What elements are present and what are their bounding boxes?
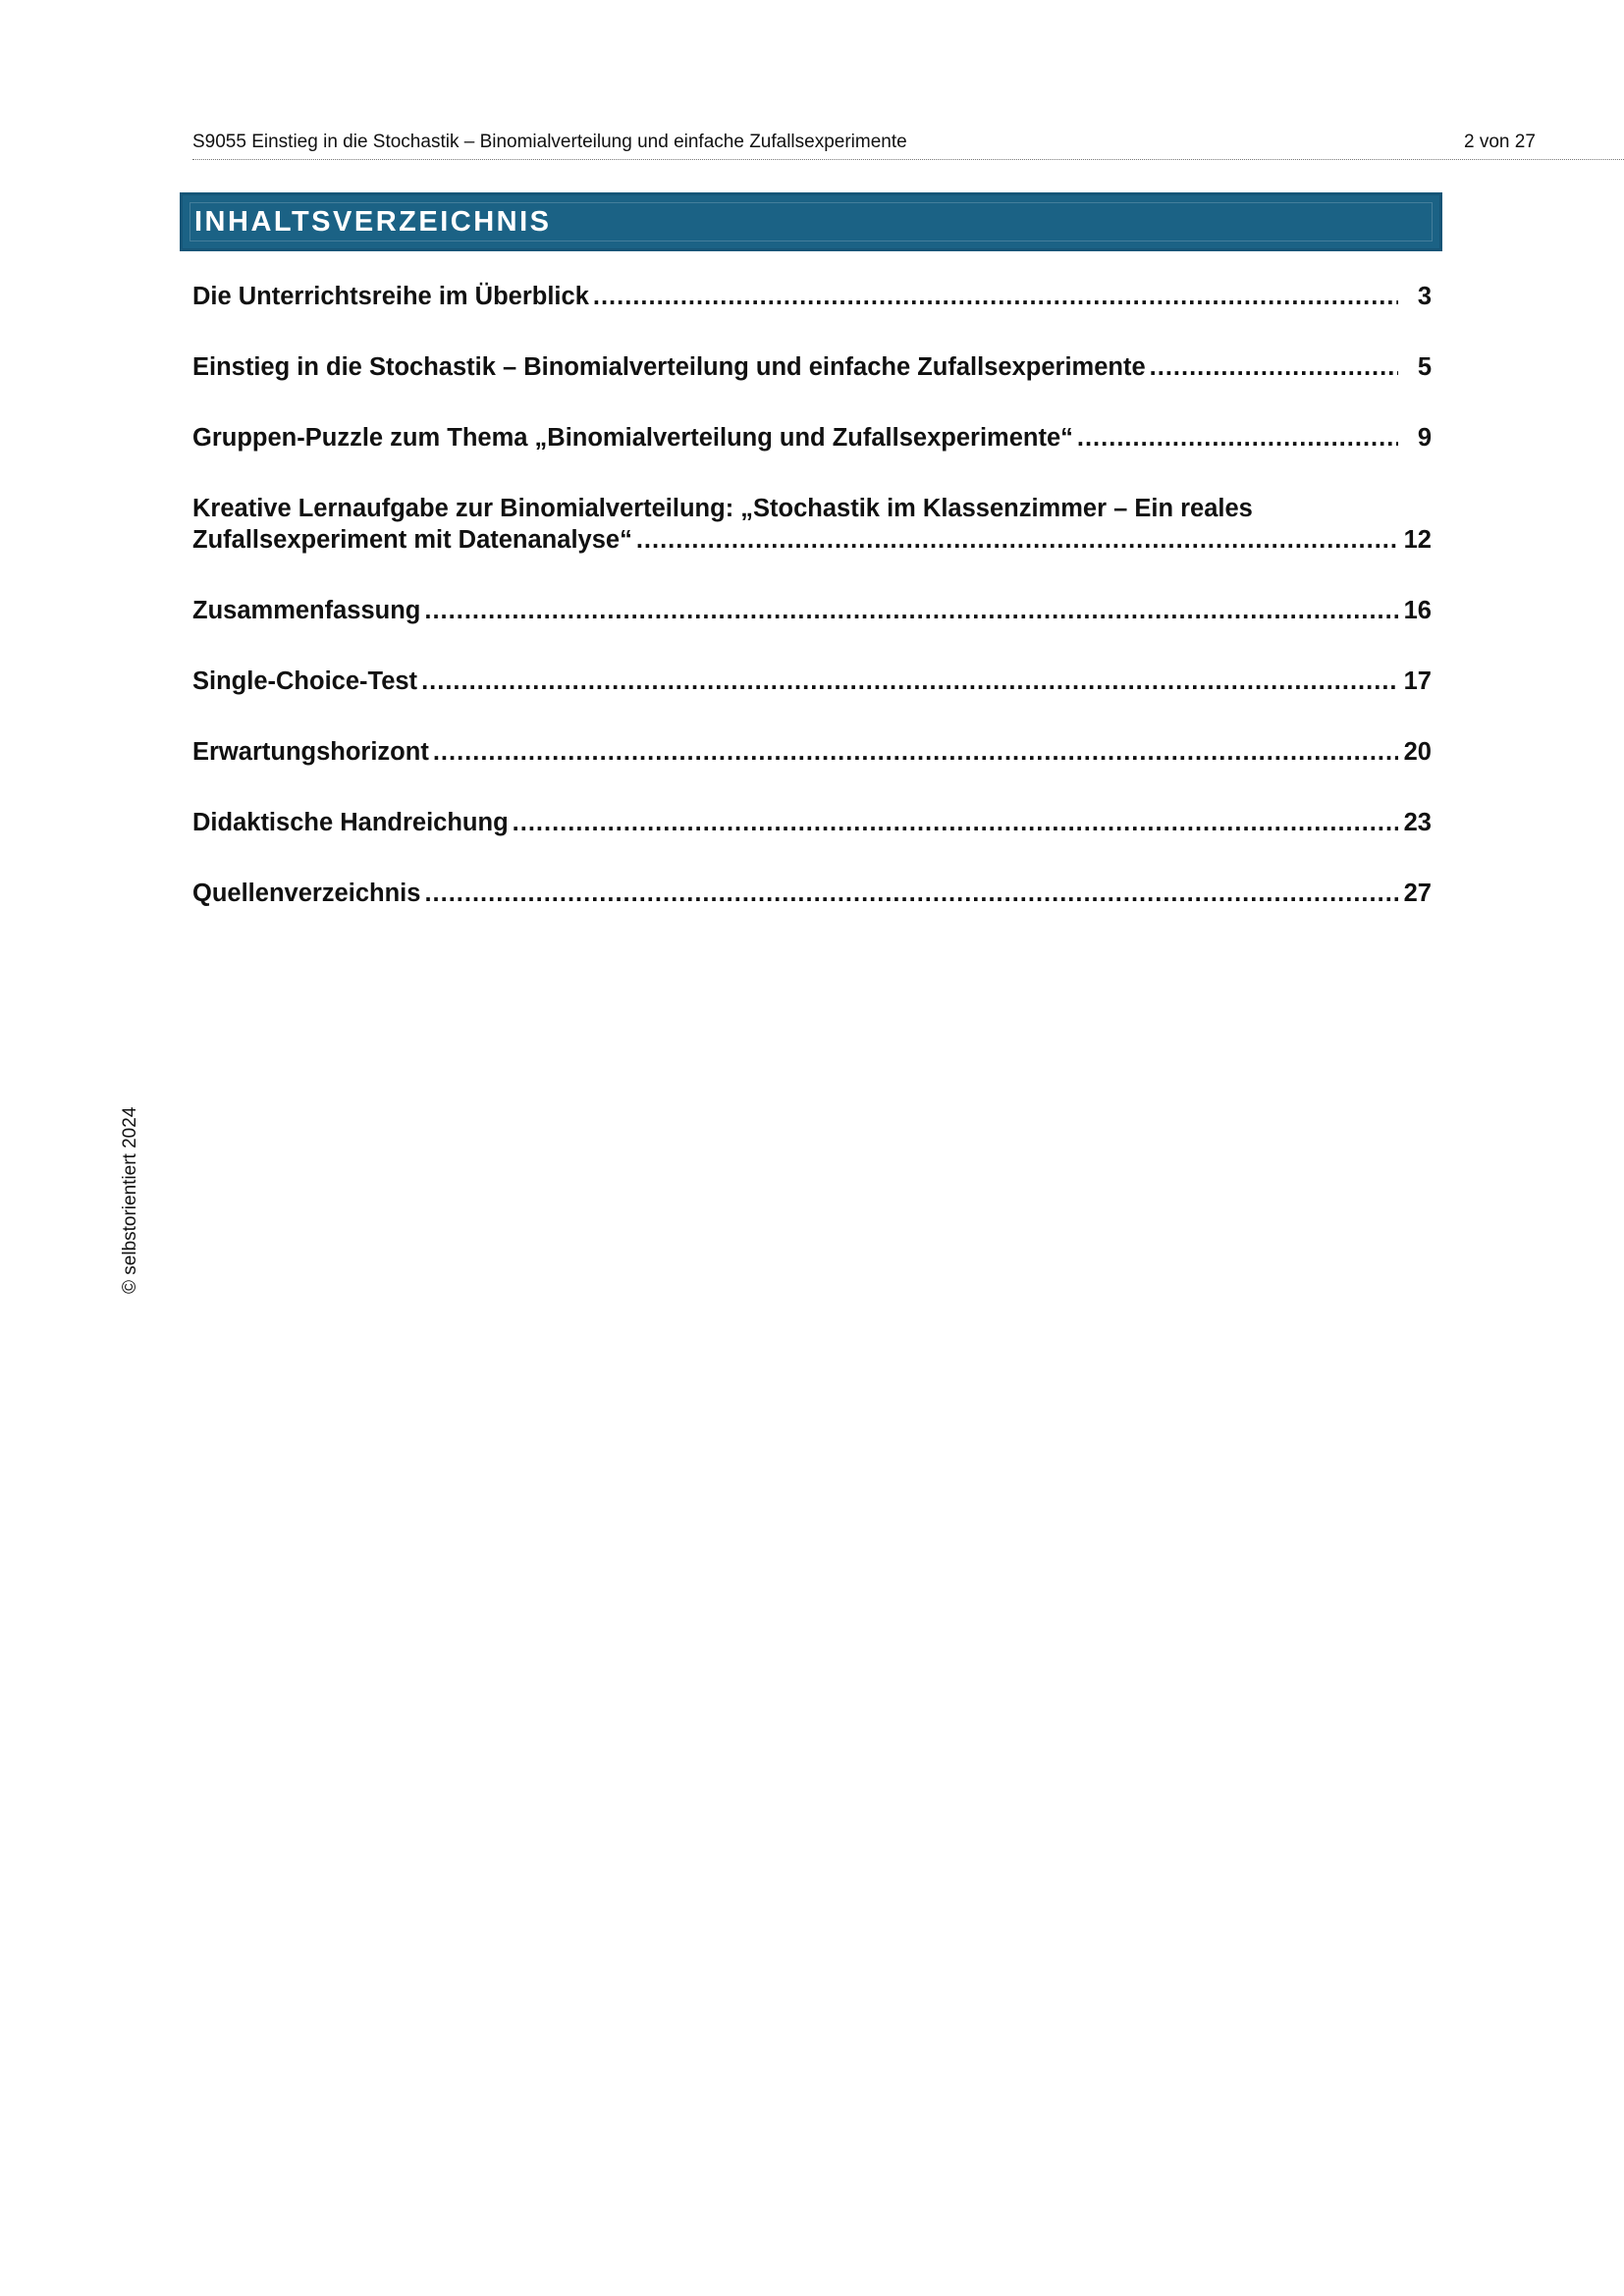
toc-heading: INHALTSVERZEICHNIS: [194, 206, 552, 238]
toc-dot-leader: [1077, 422, 1398, 454]
header-title: S9055 Einstieg in die Stochastik – Binomialverteilung und einfache Zufallsexperimente: [192, 132, 907, 152]
toc-entry-title[interactable]: Quellenverzeichnis: [192, 880, 421, 907]
toc-entry-kreative-lernaufgabe[interactable]: [192, 493, 1432, 556]
toc-entry-title[interactable]: Zusammenfassung: [192, 597, 421, 624]
toc-entry-erwartungshorizont[interactable]: [192, 736, 1432, 768]
toc-entry-title[interactable]: Gruppen-Puzzle zum Thema „Binomialverteilung und Zufallsexperimente“: [192, 424, 1073, 452]
header-page-number: 2 von 27: [1464, 132, 1536, 152]
toc-entry-title[interactable]: Einstieg in die Stochastik – Binomialverteilung und einfache Zufallsexperimente: [192, 353, 1146, 381]
toc-dot-leader: [421, 666, 1398, 697]
toc-entry-title[interactable]: Die Unterrichtsreihe im Überblick: [192, 283, 589, 310]
toc-entry-page[interactable]: 20: [1403, 738, 1432, 766]
toc-entry-title[interactable]: Erwartungshorizont: [192, 738, 429, 766]
toc-entry-page[interactable]: 16: [1403, 597, 1432, 624]
toc-dot-leader: [1150, 351, 1398, 383]
copyright-notice: © selbstorientiert 2024: [120, 1106, 140, 1294]
toc-dot-leader: [636, 524, 1398, 556]
toc-entry-title-line2[interactable]: Zufallsexperiment mit Datenanalyse“: [192, 526, 632, 554]
toc-entry-page[interactable]: 12: [1403, 526, 1432, 554]
toc-heading-banner: [180, 192, 1442, 251]
toc-entry-title[interactable]: Didaktische Handreichung: [192, 809, 509, 836]
toc-dot-leader: [593, 281, 1398, 312]
toc-entry-title-line1[interactable]: Kreative Lernaufgabe zur Binomialverteilung: „Stochastik im Klassenzimmer – Ein reales: [192, 495, 1253, 522]
toc-entry-page[interactable]: 9: [1417, 424, 1432, 452]
toc-entry-page[interactable]: 5: [1417, 353, 1432, 381]
toc-dot-leader: [424, 595, 1398, 626]
toc-entry-page[interactable]: 3: [1417, 283, 1432, 310]
table-of-contents: [192, 281, 1432, 948]
toc-entry-einstieg[interactable]: [192, 351, 1432, 383]
toc-entry-quellenverzeichnis[interactable]: [192, 878, 1432, 909]
toc-entry-zusammenfassung[interactable]: [192, 595, 1432, 626]
toc-dot-leader: [424, 878, 1398, 909]
toc-entry-page[interactable]: 23: [1403, 809, 1432, 836]
toc-entry-ueberblick[interactable]: [192, 281, 1432, 312]
toc-entry-page[interactable]: 17: [1403, 667, 1432, 695]
toc-dot-leader: [433, 736, 1398, 768]
toc-entry-didaktische-handreichung[interactable]: [192, 807, 1432, 838]
page-header: [192, 126, 1624, 160]
toc-dot-leader: [513, 807, 1398, 838]
toc-entry-single-choice-test[interactable]: [192, 666, 1432, 697]
toc-entry-title[interactable]: Single-Choice-Test: [192, 667, 418, 695]
toc-entry-page[interactable]: 27: [1403, 880, 1432, 907]
toc-entry-gruppen-puzzle[interactable]: [192, 422, 1432, 454]
